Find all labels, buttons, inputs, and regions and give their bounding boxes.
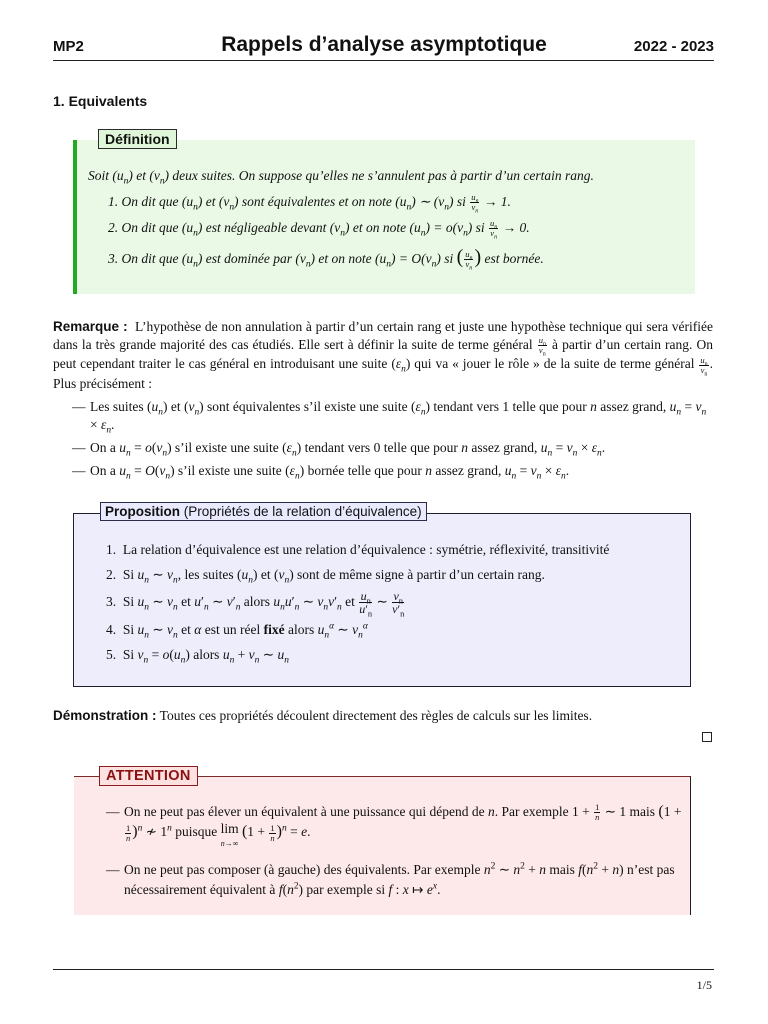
definition-item: 3. On dit que $(u_n)$ est dominée par $(v_n)$ et on note $(u_n) = O(v_n)$ si ( $\frac{u_n}{v_n}$ ) est bornée. (108, 246, 544, 273)
proposition-label-bold: Proposition (105, 504, 180, 519)
footer-rule (53, 969, 714, 970)
list-item: — On a $u_n = O(v_n)$ s’il existe une suite $(\varepsilon_n)$ bornée telle que pour n assez grand, $u_n = v_n \times \varepsilon_n$. (72, 462, 714, 480)
proposition-label-rest: (Propriétés de la relation d’équivalence) (183, 504, 422, 519)
proposition-item: 5. Si $v_n = o(u_n)$ alors $u_n + v_n$ ∼ $u_n$ (106, 647, 289, 666)
proposition-item: 1. La relation d’équivalence est une relation d’équivalence : symétrie, réflexivité, transitivité (106, 542, 610, 557)
page-number: 1/5 (696, 978, 712, 992)
remark-label: Remarque : (53, 319, 128, 334)
header-class: MP2 (53, 38, 84, 55)
header-year: 2022 - 2023 (633, 38, 714, 55)
proposition-item: 3. Si $u_n$ ∼ $v_n$ et $u'_n$ ∼ $v'_n$ alors $u_nu'_n$ ∼ $v_nv'_n$ et $\frac{u_n}{u'_n}$ ∼ $\frac{v_n}{v'_n}$ (106, 589, 405, 619)
remark-paragraph: Remarque : L’hypothèse de non annulation à partir d’un certain rang et juste une hypothèse technique qui sera vérifiée dans la très grande majorité des cas étudiés. Elle sert à définir la suite de terme général $\frac{u_n}{v_n}$ à partir d’un certain rang. On peut cependant traiter le cas général en introduisant une suite $(\varepsilon_n)$ qui va « jouer le rôle » de la suite de terme général $\frac{u_n}{v_n}$ . Plus précisément : (53, 319, 713, 391)
section-title: 1. Equivalents (53, 93, 148, 109)
header-rule (53, 60, 714, 61)
list-item: — On ne peut pas élever un équivalent à une puissance qui dépend de n. Par exemple 1 + $\frac{1}{n}$ ∼ 1 mais (1 + $\frac{1}{n}$ )$^n$ ≁ 1$^n$ puisque lim n→∞ (1 + $\frac{1}{n}$ )$^n$ = e. (106, 802, 684, 850)
page-title: Rappels d’analyse asymptotique (221, 33, 547, 56)
proposition-item: 2. Si $u_n$ ∼ $v_n$, les suites $(u_n)$ et $(v_n)$ sont de même signe à partir d’un certain rang. (106, 567, 545, 586)
definition-item: 2. On dit que $(u_n)$ est négligeable devant $(v_n)$ et on note $(u_n) = o(v_n)$ si $\frac{u_n}{v_n}$ → 0. (108, 218, 530, 242)
attention-label: ATTENTION (99, 766, 198, 786)
definition-label: Définition (98, 129, 177, 149)
remark-bullets (72, 398, 714, 485)
definition-intro: Soit $(u_n)$ et $(v_n)$ deux suites. On suppose qu’elles ne s’annulent pas à partir d’un certain rang. (88, 168, 594, 187)
demonstration (53, 708, 713, 724)
demonstration-label: Démonstration : (53, 708, 157, 723)
proposition-label (100, 502, 427, 521)
definition-content (88, 163, 678, 272)
proposition-list (106, 537, 686, 667)
attention-list (106, 802, 684, 910)
list-item: — On a $u_n = o(v_n)$ s’il existe une suite $(\varepsilon_n)$ tendant vers 0 telle que pour n assez grand, $u_n = v_n \times \varepsilon_n$. (72, 439, 714, 457)
list-item: — On ne peut pas composer (à gauche) des équivalents. Par exemple $n^2$ ∼ $n^2 + n$ mais $f(n^2 + n)$ n’est pas nécessairement équivalent à $f(n^2)$ par exemple si f : x ↦ $e^x$. (106, 860, 684, 900)
list-item: — Les suites $(u_n)$ et $(v_n)$ sont équivalentes s’il existe une suite $(\varepsilon_n)$ tendant vers 1 telle que pour n assez grand, $u_n = v_n \times \varepsilon_n$. (72, 398, 714, 434)
demonstration-text: Toutes ces propriétés découlent directement des règles de calculs sur les limites. (159, 708, 593, 723)
proposition-item: 4. Si $u_n$ ∼ $v_n$ et α est un réel fixé alors $u_n^\alpha$ ∼ $v_n^\alpha$ (106, 621, 368, 641)
qed-square-icon (702, 732, 712, 742)
definition-item: 1. On dit que $(u_n)$ et $(v_n)$ sont équivalentes et on note $(u_n)$ ∼ $(v_n)$ si $\frac{u_n}{v_n}$ → 1. (108, 192, 511, 216)
